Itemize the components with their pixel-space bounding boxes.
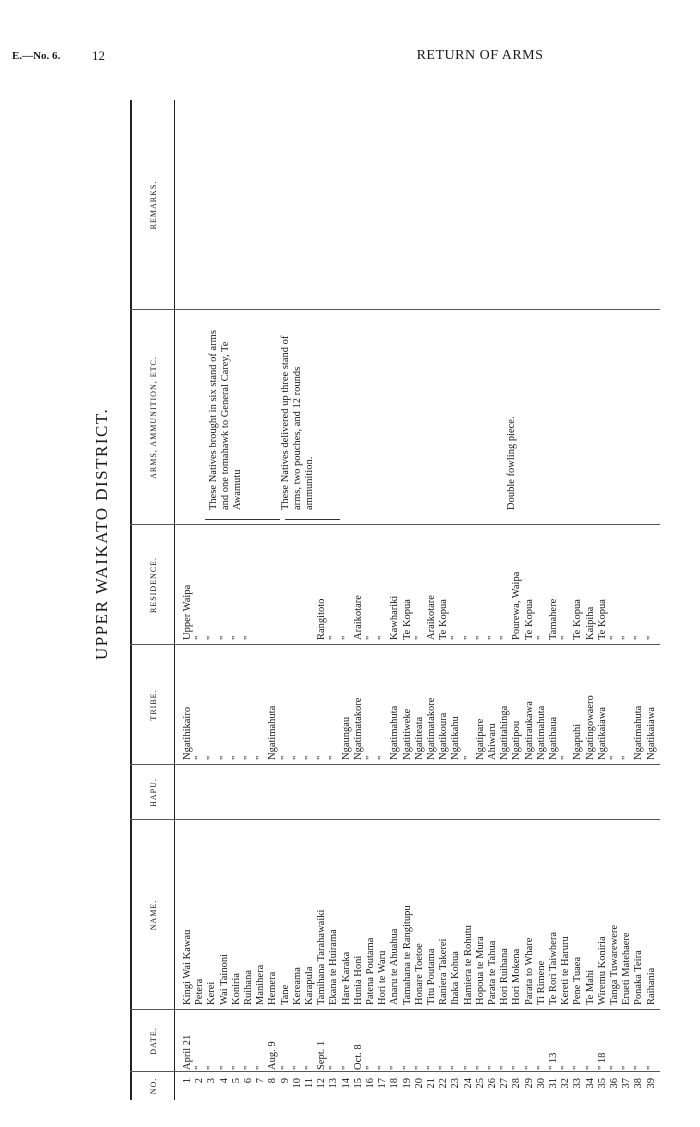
row-date: " [206, 1065, 218, 1070]
row-tribe: " [621, 755, 633, 760]
row-name: Hunia Honi [352, 955, 364, 1005]
row-name: Kereti te Haruru [560, 936, 572, 1005]
table-row [328, 100, 339, 1100]
table-row [402, 100, 413, 1100]
table-row [292, 100, 303, 1100]
row-residence: " [535, 635, 547, 640]
table-row [219, 100, 230, 1100]
row-name: Hori Mokena [511, 948, 523, 1005]
table-row [524, 100, 535, 1100]
row-tribe: " [279, 755, 291, 760]
row-date: " 18 [596, 1052, 608, 1070]
row-tribe: " [462, 755, 474, 760]
row-date: " [511, 1065, 523, 1070]
row-residence: " [609, 635, 620, 640]
col-header-hapu: HAPU. [148, 778, 158, 807]
col-header-residence: RESIDENCE. [148, 557, 158, 613]
row-name: Kingi Wai Kawau [182, 929, 193, 1005]
row-tribe: " [255, 755, 267, 760]
row-tribe: Ngatikaiawa [645, 706, 657, 760]
table-row [499, 100, 510, 1100]
row-tribe: " [328, 755, 340, 760]
row-name: Parata te Tahua [487, 940, 498, 1005]
table-row [267, 100, 278, 1100]
row-number: 13 [328, 1078, 340, 1089]
row-number: 17 [377, 1078, 389, 1089]
row-residence: Araikotare [352, 595, 364, 640]
row-name: Wiremu Koniria [596, 936, 608, 1005]
table-row [255, 100, 266, 1100]
arms-note-fowling-piece: Double fowling piece. [506, 416, 517, 510]
row-number: 28 [511, 1078, 523, 1089]
row-tribe: Ngatitiweke [401, 708, 413, 760]
row-date: " [365, 1065, 376, 1070]
row-number: 4 [218, 1078, 230, 1084]
row-tribe: Ngatimahuta [267, 705, 279, 760]
row-tribe: " [304, 755, 315, 760]
table-row [633, 100, 644, 1100]
table-row [609, 100, 620, 1100]
row-name: Ruihana [243, 970, 254, 1005]
arms-note-first-group: These Natives brought in six stand of arms and one tomahawk to General Carey, Te Awamutu [208, 330, 243, 510]
row-date: " [609, 1065, 620, 1070]
row-name: Kereama [291, 967, 303, 1005]
row-name: Tamahana te Rangitupu [401, 905, 413, 1005]
row-number: 24 [462, 1078, 474, 1089]
row-residence: " [633, 635, 645, 640]
row-residence: " [218, 635, 230, 640]
table-row [475, 100, 486, 1100]
row-residence: " [621, 635, 633, 640]
row-tribe: " [316, 755, 328, 760]
table-row [487, 100, 498, 1100]
row-date: Aug. 9 [267, 1041, 279, 1070]
row-date: " [194, 1065, 206, 1070]
row-residence: Upper Waipa [182, 584, 193, 640]
row-name: Hamiera te Rohutu [462, 925, 474, 1005]
row-number: 7 [255, 1078, 267, 1084]
row-residence: " [474, 635, 486, 640]
row-name: Parata to Whare [523, 937, 535, 1005]
row-residence: " [340, 635, 352, 640]
row-name: Karapula [304, 966, 315, 1005]
row-number: 37 [621, 1078, 633, 1089]
row-number: 34 [584, 1078, 596, 1089]
row-name: Hare Karaka [340, 951, 352, 1005]
row-name: Tane [279, 984, 291, 1005]
col-header-tribe: TRIBE. [148, 689, 158, 721]
row-number: 15 [352, 1078, 364, 1089]
row-number: 27 [499, 1078, 511, 1089]
row-tribe: " [560, 755, 572, 760]
row-number: 6 [243, 1078, 254, 1084]
table-row [536, 100, 547, 1100]
table-row [585, 100, 596, 1100]
row-date: " [621, 1065, 633, 1070]
note-brace [205, 519, 280, 520]
table-row [389, 100, 400, 1100]
row-tribe: Ngatikaiawa [596, 706, 608, 760]
row-date: " [255, 1065, 267, 1070]
row-tribe: Ngatimahuta [633, 705, 645, 760]
row-residence: " [499, 635, 511, 640]
table-header [130, 100, 175, 1100]
row-name: Raihania [645, 967, 657, 1005]
row-tribe: Ngapuhi [572, 723, 584, 760]
col-header-no: NO. [148, 1077, 158, 1095]
rotated-table-page [92, 80, 680, 1100]
row-number: 1 [182, 1078, 193, 1084]
row-date: " [340, 1065, 352, 1070]
row-name: Ekana te Huirama [328, 929, 340, 1005]
row-residence: " [560, 635, 572, 640]
row-name: Erueti Matehaere [621, 932, 633, 1005]
row-date: " [243, 1065, 254, 1070]
row-number: 14 [340, 1078, 352, 1089]
row-name: Ihaka Kohua [450, 951, 462, 1005]
row-number: 31 [548, 1078, 559, 1089]
table-row [597, 100, 608, 1100]
table-row [243, 100, 254, 1100]
row-number: 35 [596, 1078, 608, 1089]
table-row [511, 100, 522, 1100]
district-title: UPPER WAIKATO DISTRICT. [92, 407, 111, 660]
row-number: 2 [194, 1078, 206, 1084]
row-name: Petera [194, 978, 206, 1005]
row-date: " [523, 1065, 535, 1070]
row-number: 9 [279, 1078, 291, 1084]
row-number: 21 [426, 1078, 437, 1089]
table-row [548, 100, 559, 1100]
row-date: " [560, 1065, 572, 1070]
table-row [231, 100, 242, 1100]
row-tribe: Ngatipare [474, 718, 486, 760]
row-number: 33 [572, 1078, 584, 1089]
row-number: 36 [609, 1078, 620, 1089]
row-number: 3 [206, 1078, 218, 1084]
row-name: Ti Rimene [535, 960, 547, 1005]
row-number: 32 [560, 1078, 572, 1089]
row-tribe: Ngatipou [511, 720, 523, 760]
row-tribe: Ngatimahuta [389, 705, 401, 760]
row-name: Patena Poutama [365, 937, 376, 1005]
row-date: " [304, 1065, 315, 1070]
row-tribe: Ngatikahu [450, 716, 462, 760]
row-tribe: " [365, 755, 376, 760]
row-date: " [389, 1065, 401, 1070]
row-residence: " [377, 635, 389, 640]
row-name: Pene Tuaea [572, 956, 584, 1005]
row-tribe: Ngatitahinga [499, 705, 511, 760]
arms-note-second-group: These Natives delivered up three stand of arms, two pouches, and 12 rounds ammunition. [280, 335, 315, 510]
row-number: 23 [450, 1078, 462, 1089]
row-number: 30 [535, 1078, 547, 1089]
row-date: " [462, 1065, 474, 1070]
row-date: " [328, 1065, 340, 1070]
row-residence: Te Kopua [401, 599, 413, 640]
table-row [560, 100, 571, 1100]
table-row [182, 100, 193, 1100]
row-tribe: Ngatimahuta [535, 705, 547, 760]
row-date: " [450, 1065, 462, 1070]
row-number: 38 [633, 1078, 645, 1089]
row-residence: Araikotare [426, 595, 437, 640]
row-tribe: Ngatihaua [548, 716, 559, 760]
row-name: Wai Tainoni [218, 953, 230, 1005]
row-residence: Rangitoto [316, 598, 328, 640]
col-header-arms: ARMS, AMMUNITION, ETC. [148, 356, 158, 479]
row-name: Koniria [230, 972, 242, 1005]
row-tribe: Ahiwaru [487, 723, 498, 760]
row-date: April 21 [182, 1034, 193, 1070]
row-tribe: Ngatingowaero [584, 695, 596, 760]
row-number: 11 [304, 1078, 315, 1089]
row-tribe: " [218, 755, 230, 760]
row-residence: Te Kopua [596, 599, 608, 640]
row-name: Kerei [206, 981, 218, 1005]
row-name: Hori Ruihana [499, 948, 511, 1005]
row-tribe: " [230, 755, 242, 760]
row-name: Tanga Tuwarewere [609, 924, 620, 1005]
table-row [646, 100, 657, 1100]
row-name: Titu Poutama [426, 948, 437, 1005]
row-tribe: " [206, 755, 218, 760]
row-date: " [487, 1065, 498, 1070]
row-name: Hemera [267, 971, 279, 1005]
row-number: 26 [487, 1078, 498, 1089]
row-date: " [474, 1065, 486, 1070]
row-number: 22 [438, 1078, 450, 1089]
row-date: " [426, 1065, 437, 1070]
row-residence: Kawhariki [389, 595, 401, 640]
row-tribe: " [609, 755, 620, 760]
row-number: 16 [365, 1078, 376, 1089]
table-row [377, 100, 388, 1100]
row-name: Raniera Takerei [438, 938, 450, 1005]
col-header-remarks: REMARKS. [148, 180, 158, 230]
row-tribe: Ngatimatakore [426, 697, 437, 760]
row-residence: " [487, 635, 498, 640]
row-residence: Te Kopua [438, 599, 450, 640]
row-residence: " [450, 635, 462, 640]
row-number: 18 [389, 1078, 401, 1089]
row-tribe: Ngatihikairo [182, 706, 193, 760]
row-tribe: Ngatikoura [438, 712, 450, 760]
row-tribe: Ngatiraukawa [523, 701, 535, 760]
page-title: RETURN OF ARMS [416, 48, 544, 63]
row-number: 20 [413, 1078, 425, 1089]
table-row [304, 100, 315, 1100]
row-residence: " [645, 635, 657, 640]
row-date: " [584, 1065, 596, 1070]
table-row [621, 100, 632, 1100]
col-header-name: NAME. [148, 899, 158, 931]
row-tribe: " [194, 755, 206, 760]
row-number: 39 [645, 1078, 657, 1089]
table-row [280, 100, 291, 1100]
row-tribe: " [377, 755, 389, 760]
row-date: " [572, 1065, 584, 1070]
row-residence: " [243, 635, 254, 640]
row-date: " 13 [548, 1052, 559, 1070]
table-row [341, 100, 352, 1100]
table-row [572, 100, 583, 1100]
row-residence: Kaipiha [584, 606, 596, 640]
row-residence: " [365, 635, 376, 640]
row-date: " [230, 1065, 242, 1070]
row-residence: " [206, 635, 218, 640]
row-tribe: " [243, 755, 254, 760]
row-number: 5 [230, 1078, 242, 1084]
row-name: Manihera [255, 964, 267, 1005]
table-row [463, 100, 474, 1100]
page-number: 12 [92, 48, 105, 63]
row-name: Te Rori Taiwhera [548, 932, 559, 1005]
row-date: " [279, 1065, 291, 1070]
table-row [414, 100, 425, 1100]
table-row [426, 100, 437, 1100]
row-name: Hopoua te Mura [474, 936, 486, 1005]
row-residence: " [328, 635, 340, 640]
row-date: " [645, 1065, 657, 1070]
row-tribe: Ngaungau [340, 716, 352, 760]
row-number: 25 [474, 1078, 486, 1089]
row-tribe: " [291, 755, 303, 760]
row-residence: " [413, 635, 425, 640]
table-row [365, 100, 376, 1100]
row-residence: Pourewa, Waipa [511, 571, 523, 640]
table-row [206, 100, 217, 1100]
row-residence: " [194, 635, 206, 640]
row-name: Tamihana Tarahawaiki [316, 909, 328, 1005]
row-number: 10 [291, 1078, 303, 1089]
table-row [450, 100, 461, 1100]
table-row [353, 100, 364, 1100]
row-tribe: Ngatiteata [413, 716, 425, 760]
row-residence: Te Kopua [572, 599, 584, 640]
row-date: " [499, 1065, 511, 1070]
row-tribe: Ngatimatakore [352, 697, 364, 760]
row-date: Oct. 8 [352, 1044, 364, 1070]
row-date: " [438, 1065, 450, 1070]
note-brace [285, 519, 340, 520]
document-reference: E.—No. 6. [12, 50, 61, 62]
row-date: Sept. 1 [316, 1040, 328, 1070]
row-number: 29 [523, 1078, 535, 1089]
row-residence: Tamahere [548, 598, 559, 640]
row-number: 12 [316, 1078, 328, 1089]
row-residence: " [462, 635, 474, 640]
row-residence: " [230, 635, 242, 640]
table-row [438, 100, 449, 1100]
row-date: " [413, 1065, 425, 1070]
row-date: " [633, 1065, 645, 1070]
row-date: " [291, 1065, 303, 1070]
row-name: Anaru te Ahuahua [389, 928, 401, 1005]
row-name: Hori te Waru [377, 950, 389, 1005]
row-name: Te Mahi [584, 969, 596, 1005]
row-name: Honare Toetoe [413, 943, 425, 1005]
row-date: " [401, 1065, 413, 1070]
row-date: " [535, 1065, 547, 1070]
row-residence: Te Kopua [523, 599, 535, 640]
row-number: 19 [401, 1078, 413, 1089]
row-date: " [218, 1065, 230, 1070]
row-number: 8 [267, 1078, 279, 1084]
row-date: " [377, 1065, 389, 1070]
row-name: Ponaka Teira [633, 950, 645, 1005]
table-row [194, 100, 205, 1100]
col-header-date: DATE. [148, 1027, 158, 1055]
table-row [316, 100, 327, 1100]
